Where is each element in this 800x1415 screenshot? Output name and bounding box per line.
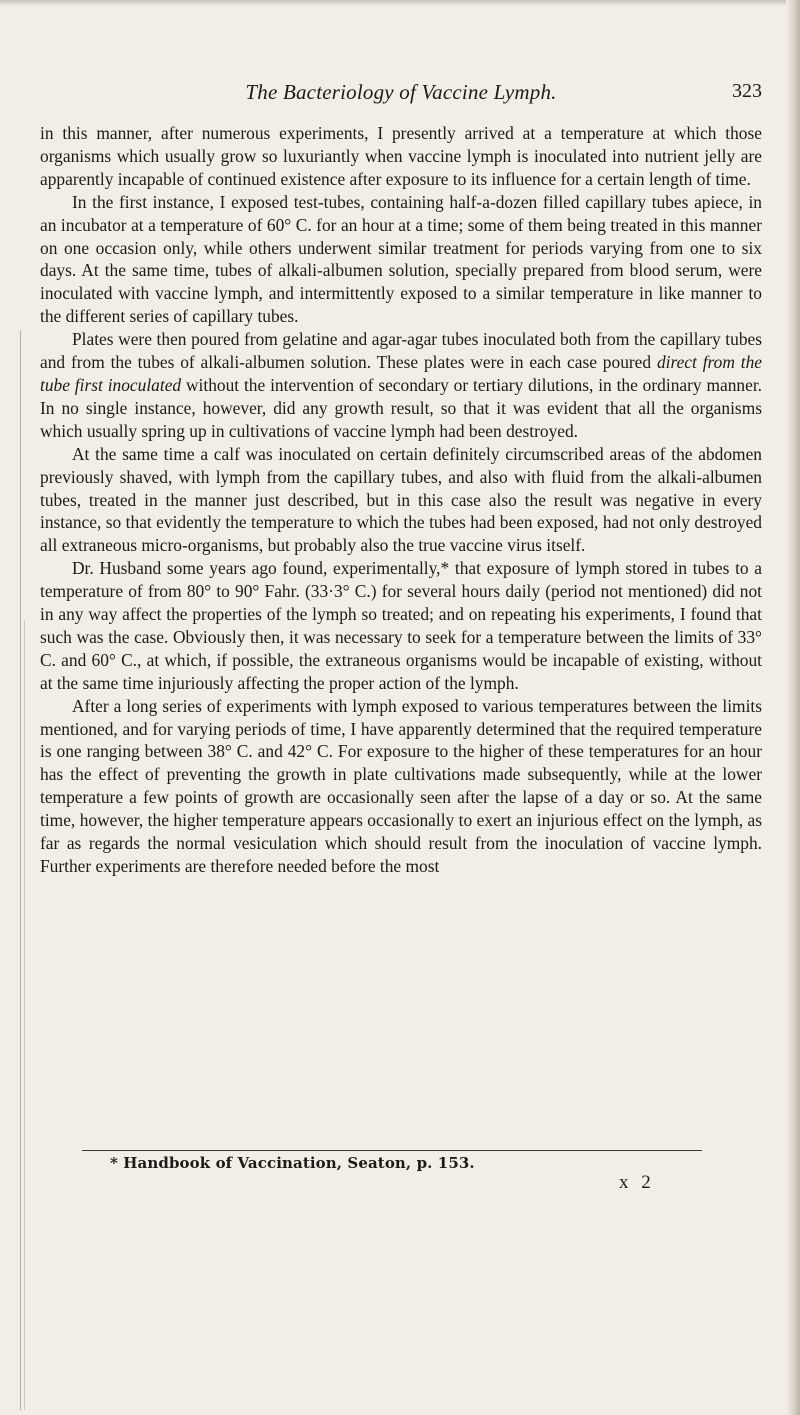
running-title: The Bacteriology of Vaccine Lymph. bbox=[245, 80, 557, 104]
paragraph-3-emphasis: direct from the tube first inoculated bbox=[40, 352, 762, 395]
paragraph-1: in this manner, after numerous experiments, I presently arrived at a temperature at which those organisms which usually grow so luxuriantly when vaccine lymph is inoculated into nutrient jelly are apparently incapable of continued existence after exposure to its influence for a certain length of time. bbox=[40, 123, 762, 189]
paragraph-3 bbox=[40, 328, 762, 443]
paragraph-6: After a long series of experiments with lymph exposed to various temperatures between the limits mentioned, and for varying periods of time, I have apparently determined that the required temperature is one ranging between 38° C. and 42° C. For exposure to the higher of these temperatures for an hour has the effect of preventing the growth in plate cultivations made subsequently, while at the lower temperature a few points of growth are occasionally seen after the lapse of a day or so. At the same time, however, the higher temperature appears occasionally to exert an injurious effect on the lymph, as far as regards the normal vesiculation which should result from the inoculation of vaccine lymph. Further experiments are therefore needed before the most bbox=[40, 695, 762, 876]
gutter-shadow-line-secondary bbox=[24, 620, 25, 1410]
running-head bbox=[40, 80, 762, 108]
page-top-edge bbox=[0, 0, 800, 6]
footnote-rule bbox=[82, 1150, 702, 1151]
paragraph-3-part-1: Plates were then poured from gelatine and agar-agar tubes inoculated both from the capillary tubes and from the tubes of alkali-albumen solution. These plates were in each case poured bbox=[40, 329, 762, 373]
paragraph-2: In the first instance, I exposed test-tubes, containing half-a-dozen filled capillary tubes apiece, in an incubator at a temperature of 60° C. for an hour at a time; some of them being treated in this manner on one occasion only, while others underwent similar treatment for periods varying from one to six days. At the same time, tubes of alkali-albumen solution, specially prepared from blood serum, were inoculated with vaccine lymph, and intermittently exposed to a similar temperature in like manner to the different series of capillary tubes. bbox=[40, 191, 762, 327]
paragraph-5: Dr. Husband some years ago found, experimentally,* that exposure of lymph stored in tubes to a temperature of from 80° to 90° Fahr. (33·3° C.) for several hours daily (period not mentioned) did not in any way affect the properties of the lymph so treated; and on repeating his experiments, I found that such was the case. Obviously then, it was necessary to seek for a temperature between the limits of 33° C. and 60° C., at which, if possible, the extraneous organisms would be incapable of existing, without at the same time injuriously affecting the proper action of the lymph. bbox=[40, 558, 762, 693]
signature-mark: x 2 bbox=[619, 1172, 655, 1193]
paragraph-4: At the same time a calf was inoculated on certain definitely circumscribed areas of the abdomen previously shaved, with lymph from the capillary tubes, and also with fluid from the alkali-albumen tubes, treated in the manner just described, but in this case also the result was negative in every instance, so that evidently the temperature to which the tubes had been exposed, had not only destroyed all extraneous micro-organisms, but probably also the true vaccine virus itself. bbox=[40, 443, 762, 556]
gutter-shadow-line bbox=[20, 330, 21, 1410]
paragraph-3-part-2: without the intervention of secondary or tertiary dilutions, in the ordinary manner. In no single instance, however, did any growth result, so that it was evident that all the organisms which usually spring up in cultivations of vaccine lymph had been destroyed. bbox=[40, 374, 762, 441]
footnote: * Handbook of Vaccination, Seaton, p. 153. bbox=[110, 1154, 475, 1172]
page-right-edge bbox=[786, 0, 800, 1415]
page-number: 323 bbox=[732, 80, 762, 102]
body-text bbox=[40, 122, 762, 878]
